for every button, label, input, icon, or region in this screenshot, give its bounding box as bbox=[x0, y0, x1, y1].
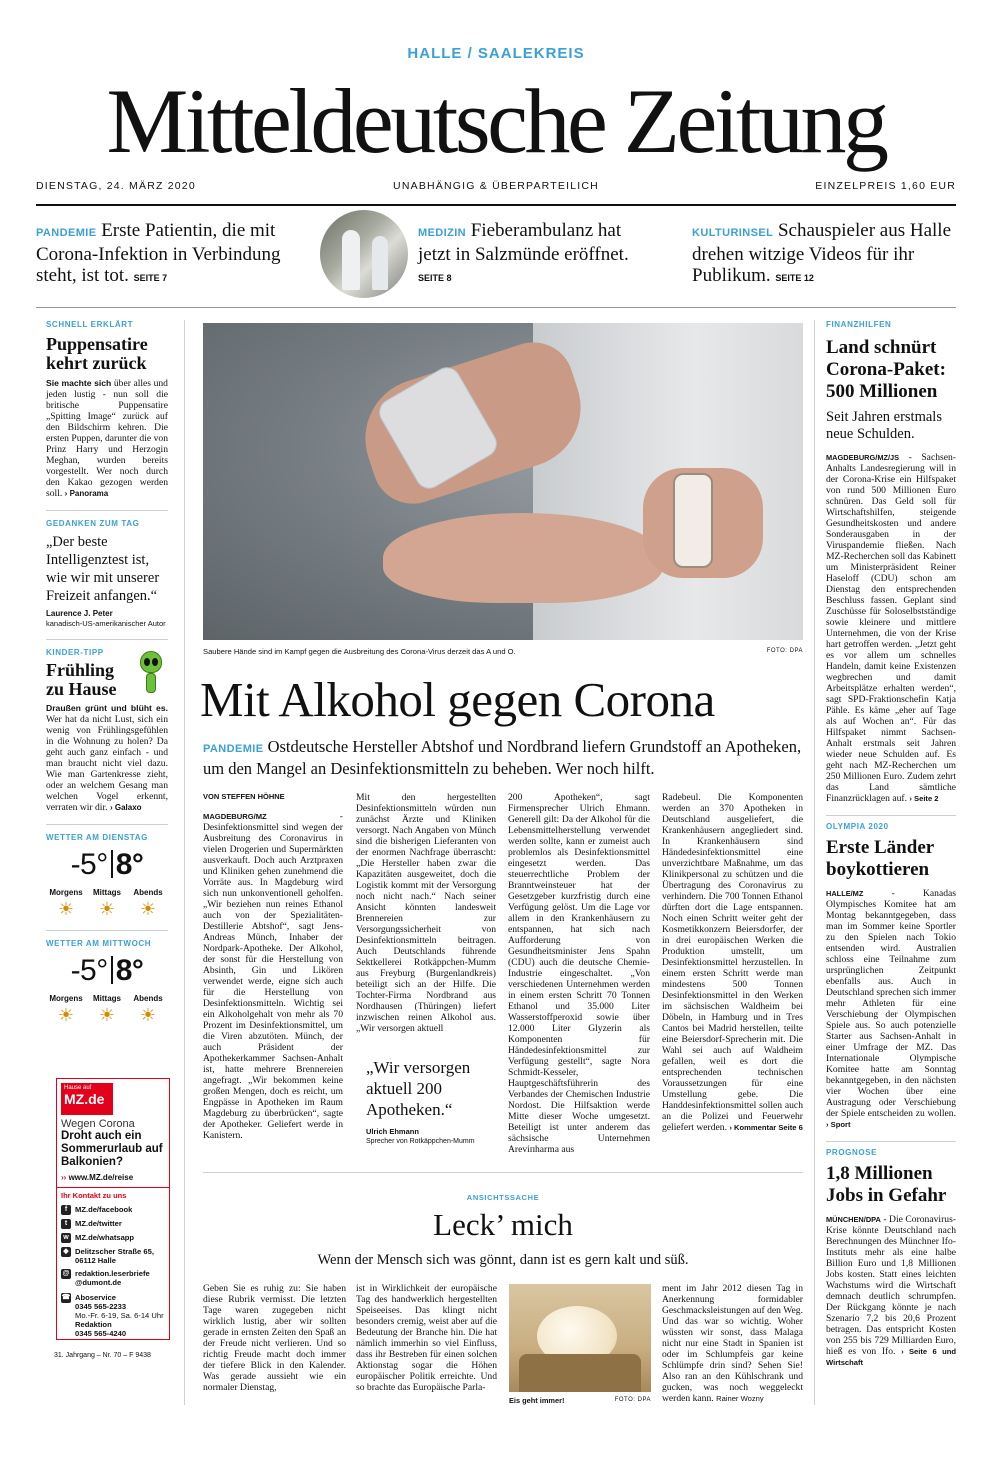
ansicht-photo-credit: FOTO: DPA bbox=[614, 1397, 651, 1403]
prognose-text: MÜNCHEN/DPA - Die Coronavirus-Krise könnte Deutschland nach Berechnungen des Münchner Ifo-Instituts mehr als eine halbe Billion Euro und 1,8 Millionen Jobs kosten. Statt eines leichten Wachstums wird die Wirtschaft demnach deutlich schrumpfen. Der Rückgang könnte je nach Szenario 7,2 bis 20,6 Prozent betragen. Das entspricht Kosten von 255 bis 729 Milliarden Euro, hieß es von Ifo. › Seite 6 und Wirtschaft bbox=[826, 1214, 956, 1367]
price: EINZELPREIS 1,60 EUR bbox=[815, 180, 956, 192]
teaser-medizin[interactable]: MEDIZIN Fieberambulanz hat jetzt in Salzmünde eröffnet. SEITE 8 bbox=[418, 220, 629, 283]
facebook-link[interactable]: f MZ.de/facebook bbox=[61, 1205, 165, 1215]
ansicht-col-1: Geben Sie es ruhig zu: Sie haben diese Rubrik vermisst. Die letzten Tage waren zugegeben nicht wirklich lustig, aber wir sollten gerade in ernsten Zeiten den Spaß an der Freude nicht verlieren. Und so richtig Freude macht doch immer der tiefere Blick in den Kalender. Was gerade aussieht wie ein normaler Dienstag, bbox=[203, 1283, 346, 1393]
region-label: HALLE / SAALEKREIS bbox=[407, 45, 585, 62]
prognose-kicker: PROGNOSE bbox=[826, 1148, 878, 1157]
finanz-text: MAGDEBURG/MZ/JS - Sachsen-Anhalts Landesregierung will in der Corona-Krise ein Hilfspaket von rund 500 Millionen Euro schnüren. Das Geld soll für Wirtschaftshilfen, steigende Gesundheitskosten und andere Sonderausgaben in der Viruspandemie fließen. Nach MZ-Recherchen soll das Kabinett um Ministerpräsident Reiner Haseloff (CDU) schon am Dienstag den entsprechenden Beschluss fassen. Geplant sind Zuschüsse für Soloselbstständige sowie kleinere und mittlere Unternehmen, die von der Krise hart getroffen werden. „Jetzt geht es vor allem um schnelles Handeln, damit keine Existenzen wegbrechen und damit Arbeitsplätze erhalten werden“, sagt SPD-Fraktionschefin Katja Pähle. Es käme „eher auf Tage als auf Wochen an“. Für das Hilfspaket nimmt Sachsen-Anhalt erstmals seit Jahren wieder neue Schulden auf. Es geht nach MZ-Recherchen um 250 Millionen Euro. Zudem zehrt das Land sämtliche Finanzrücklagen auf. › Seite 2 bbox=[826, 452, 956, 804]
prognose-headline: 1,8 Millionen Jobs in Gefahr bbox=[826, 1163, 947, 1206]
teaser-pandemie[interactable]: PANDEMIE Erste Patientin, die mit Corona-Infektion in Verbindung steht, ist tot. SEITE 7 bbox=[36, 220, 281, 286]
gedanken-kicker: GEDANKEN ZUM TAG bbox=[46, 519, 140, 528]
location-icon: ◆ bbox=[61, 1247, 71, 1257]
alien-mascot-icon bbox=[134, 651, 166, 695]
schnell-kicker: SCHNELL ERKLÄRT bbox=[46, 320, 134, 329]
schnell-headline: Puppensatire kehrt zurück bbox=[46, 334, 148, 373]
promo-link[interactable]: ›› www.MZ.de/reise bbox=[61, 1173, 134, 1182]
teaser-kulturinsel[interactable]: KULTURINSEL Schauspieler aus Halle drehen witzige Videos für ihr Publikum. SEITE 12 bbox=[692, 220, 952, 286]
phone-icon: ☎ bbox=[61, 1294, 71, 1301]
weather-tuesday-kicker: WETTER AM DIENSTAG bbox=[46, 833, 148, 842]
hand-sanitizer-photo bbox=[203, 323, 803, 640]
phone-abo: ☎ Aboservice 0345 565-2233 Mo.-Fr. 6-19, Sa. 6-14 Uhr Redaktion 0345 565-4240 bbox=[61, 1293, 164, 1338]
finanz-sub: Seit Jahren erstmals neue Schulden. bbox=[826, 409, 942, 442]
sun-icon: ☀ bbox=[57, 1005, 75, 1026]
twitter-icon: t bbox=[61, 1219, 71, 1229]
main-subhead: PANDEMIE Ostdeutsche Hersteller Abtshof und Nordbrand liefern Grundstoff an Apotheken, um den Mangel an Desinfektionsmitteln zu beheben. Wer noch hilft. bbox=[203, 737, 802, 778]
kinder-kicker: KINDER-TIPP bbox=[46, 648, 104, 657]
sun-icon: ☀ bbox=[98, 899, 116, 920]
twitter-link[interactable]: t MZ.de/twitter bbox=[61, 1219, 165, 1229]
motto: UNABHÄNGIG & ÜBERPARTEILICH bbox=[393, 180, 599, 192]
olympia-headline: Erste Länder boykottieren bbox=[826, 837, 934, 880]
sun-icon: ☀ bbox=[139, 899, 157, 920]
kinder-headline: Frühling zu Hause bbox=[46, 660, 117, 699]
weather-tuesday-temps: -5° 8° bbox=[70, 848, 144, 881]
ansicht-photo-caption: Eis geht immer! bbox=[509, 1396, 565, 1405]
weather-wednesday-kicker: WETTER AM MITTWOCH bbox=[46, 939, 152, 948]
main-headline: Mit Alkohol gegen Corona bbox=[200, 672, 715, 727]
finanz-kicker: FINANZHILFEN bbox=[826, 320, 892, 329]
ansicht-col-4: ment im Jahr 2012 diesen Tag in Anerkennung formidabler Geschmacksleistungen auf den Weg. Und das war so wichtig. Woher wüssten wir sonst, dass Malaga nicht nur eine Stadt in Spanien ist oder im Schlumpfeis gar keine Schlümpfe drin sind? Sehen Sie! Also ran an den Kühlschrank und gucken, was noch weggeleckt werden kann. Rainer Wozny bbox=[662, 1283, 803, 1404]
sun-icon: ☀ bbox=[57, 899, 75, 920]
left-column: SCHNELL ERKLÄRT Puppensatire kehrt zurück Sie machte sich über alles und jeden lustig - nun soll die britische Puppensatire „Spitting Image“ zurück auf den Bildschirm kehren. Die ersten Puppen, darunter die von Prinz Harry und Herzogin Meghan, wurden bereits vorgestellt. Wer noch durch den Kakao gezogen werden soll. › Panorama GEDANKEN ZUM TAG „Der beste Intelligenztest ist, wie wir mit unserer Freizeit anfangen.“ Laurence J. Peter kanadisch-US-amerikanischer Autor KINDER-TIPP Frühling zu Hause Draußen grünt und blüht es. Wer hat da nicht Lust, sich ein wenig von Frühlingsgefühlen in die Wohnung zu holen? Da geht auch ganz einfach - und man braucht nicht viel dazu. Wie man Gartenkresse zieht, oder an welchem Gesang man welchen Vogel erkennt, verraten wir dir. › Galaxo WETTER AM DIENSTAG -5° 8° Morgens Mittags Abends ☀ ☀ ☀ WETTER AM MITTWOCH -5° 8° Morgens Mittags Abends ☀ ☀ ☀ bbox=[46, 320, 168, 1026]
olympia-kicker: OLYMPIA 2020 bbox=[826, 822, 889, 831]
photo-credit: FOTO: DPA bbox=[766, 648, 803, 654]
teaser-photo[interactable] bbox=[320, 210, 408, 298]
weather-wednesday-temps: -5° 8° bbox=[70, 954, 144, 987]
gedanken-role: kanadisch-US-amerikanischer Autor bbox=[46, 619, 166, 628]
promo-box[interactable]: Hause auf MZ.de Wegen Corona Droht auch ein Sommerurlaub auf Balkonien? ›› www.MZ.de/reise Ihr Kontakt zu uns f MZ.de/facebook t MZ.de/twitter w MZ.de/whatsapp ◆ Delitzscher Straße 65, 06112 Halle @ redaktion.leserbriefe @dumont.de ☎ Aboservice 0345 565-2233 Mo.-Fr. 6-19, Sa. 6-14 Uhr Redaktion 0345 565-4240 bbox=[56, 1078, 170, 1340]
pull-quote: „Wir versorgen aktuell 200 Apotheken.“ Ulrich Ehmann Sprecher von Rotkäppchen-Mumm bbox=[366, 1058, 475, 1145]
photo-caption: Saubere Hände sind im Kampf gegen die Ausbreitung des Corona-Virus derzeit das A und O. bbox=[203, 647, 516, 656]
gedanken-quote: „Der beste Intelligenztest ist, wie wir mit unserer Freizeit anfangen.“ bbox=[46, 534, 160, 604]
article-col-3: 200 Apotheken“, sagt Firmensprecher Ulrich Ehmann. Generell gilt: Da der Alkohol für die Lebensmittelherstellung verwendet werden sollte, kann er zumeist auch problemlos als Desinfektionsmittel eingesetzt werden. Das steuerrechtliche Problem der Branntweinsteuer hat der Gesetzgeber kurzfristig durch eine Verfügung gelöst. Um die Lage vor allem in den Krankenhäusern zu entspannen, hat sich nach Aufforderung von Gesundheitsminister Jens Spahn (CDU) auch die deutsche Chemie-Industrie eingeschaltet. „Von verschiedenen Unternehmen werden in einem ersten Schritt 70 Tonnen Ethanol und 35.000 Liter Wasserstoffperoxid sowie über 12.000 Liter Glyzerin als Komponenten für Händedesinfektionsmittel zur Verfügung gestellt“, sagte Nora Schmidt-Kesseler, Hauptgeschäftsführerin des Verbandes der Chemischen Industrie Nordost. Die Hilfsaktion werde Mitte dieser Woche umgesetzt. Beteiligt ist unter anderem das sächsische Unternehmen Areviпharma aus bbox=[508, 792, 650, 1155]
newspaper-title: Mitteldeutsche Zeitung bbox=[106, 70, 886, 172]
gedanken-author: Laurence J. Peter bbox=[46, 609, 113, 618]
finanz-headline: Land schnürt Corona-Paket: 500 Millionen bbox=[826, 337, 946, 402]
ansicht-kicker: ANSICHTSSACHE bbox=[466, 1193, 540, 1202]
address: ◆ Delitzscher Straße 65, 06112 Halle bbox=[61, 1247, 165, 1265]
article-col-2: Mit den hergestellten Desinfektionsmitteln würden nun zunächst Ärzte und Kliniken versorgt. Nach Angaben von Münch sind die bisherigen Lieferanten von der enormen Nachfrage überrascht: „Die Hersteller haben zwar die Kapazitäten ausgeweitet, doch die Logistik kommt mit der Versorgung noch nicht nach.“ Nach seiner Ansicht könnten landesweit Brennereien zur Versorgungssicherheit von Desinfektionsmitteln beitragen. Auch Deutschlands führende Sektkellerei Rotkäppchen-Mumm aus Freyburg (Burgenlandkreis) beteiligt sich an der Hilfe. Die Tochter-Firma Nordbrand aus Nordhausen (Thüringen) liefert inzwischen reinen Alkohol aus. „Wir versorgen aktuell bbox=[356, 792, 496, 1034]
whatsapp-icon: w bbox=[61, 1233, 71, 1243]
sun-icon: ☀ bbox=[98, 1005, 116, 1026]
mail-icon: @ bbox=[62, 1270, 70, 1277]
sun-icon: ☀ bbox=[139, 1005, 157, 1026]
schnell-text: Sie machte sich über alles und jeden lustig - nun soll die britische Puppensatire „Spitting Image“ zurück auf den Bildschirm kehren. Die ersten Puppen, darunter die von Prinz Harry und Herzogin Meghan, wurden bereits vorgestellt. Wer noch durch den Kakao gezogen werden soll. › Panorama bbox=[46, 378, 168, 499]
issue-number: 31. Jahrgang – Nr. 70 – F 9438 bbox=[54, 1352, 151, 1359]
olympia-text: HALLE/MZ - Kanadas Olympisches Komitee hat am Montag bekanntgegeben, dass man im Sommer keine Sportler zu den Spielen nach Tokio entsenden wird. Australien schloss eine Teilnahme zum ursprünglichen Zeitpunkt ebenfalls aus. Auch in Deutschland sprechen sich immer mehr Athleten für eine Verschiebung der Olympischen Spiele aus. So auch potenzielle Starter aus Sachsen-Anhalt in einer Umfrage der MZ. Das Internationale Olympische Komitee hatte am Sonntag bekanntgegeben, in den nächsten vier Wochen über eine Austragung oder Verschiebung der Spiele entscheiden zu wollen. › Sport bbox=[826, 888, 956, 1129]
kinder-text: Draußen grünt und blüht es. Wer hat da nicht Lust, sich ein wenig von Frühlingsgefühlen in die Wohnung zu holen? Da geht auch ganz einfach - und man braucht nicht viel dazu. Wie man Gartenkresse zieht, oder an welchem Gesang man welchen Vogel erkennt, verraten wir dir. › Galaxo bbox=[46, 703, 168, 813]
facebook-icon: f bbox=[61, 1205, 71, 1215]
whatsapp-link[interactable]: w MZ.de/whatsapp bbox=[61, 1233, 165, 1243]
ansicht-headline: Leck’ mich bbox=[433, 1207, 573, 1242]
article-col-4: Radebeul. Die Komponenten werden an 370 Apotheken in Deutschland ausgeliefert, die Krankenhäusern angegliedert sind. In Krankenhäusern sind Händedesinfektionsmittel eine unverzichtbare Maßnahme, um das Klinikpersonal zu schützen und die Übertragung des Coronavirus zu verhindern. Die 700 Tonnen Ethanol dürften dort die Lage entspannen. Noch einen Schritt weiter geht der Kosmetikkonzern Beiersdorfer, der in drei europäischen Werken die Produktion umstellt, um Desinfektionsmittel herzustellen. In einem ersten Schritt werde man mindestens 500 Tonnen Desinfektionsmittel in den Werken im sächsischen Waldheim bei Döbeln, in Hamburg und in Tres Cantos bei Madrid herstellen, teilte eine Beiersdorf-Sprecherin mit. Die Wahl sei auch auf Waldheim gefallen, weil es dort die entsprechenden technischen Voraussetzungen für eine Umstellung gebe. Die Handdesinfektionsmittel sollen auch an die Polizei und Feuerwehr geliefert werden. › Kommentar Seite 6 bbox=[662, 792, 803, 1133]
ansicht-col-2: ist in Wirklichkeit der europäische Tag des handwerklich hergestellten Speiseeises. Das klingt nicht besonders cremig, weist aber auf die Bedeutung der Branche hin. Die hat nämlich immerhin so viel Einfluss, dass ihr Bestreben für einen solchen Aktionstag sogar die Höhen europäischer Politik erreichte. Und so brachte das Europäische Parla- bbox=[356, 1283, 497, 1393]
ice-cream-photo bbox=[509, 1284, 651, 1392]
issue-date: DIENSTAG, 24. MÄRZ 2020 bbox=[36, 180, 196, 192]
right-column bbox=[826, 320, 956, 1368]
ansicht-sub: Wenn der Mensch sich was gönnt, dann ist es gern kalt und süß. bbox=[317, 1252, 689, 1268]
mz-logo: Hause auf MZ.de bbox=[61, 1083, 113, 1115]
email-link[interactable]: @ redaktion.leserbriefe @dumont.de bbox=[62, 1269, 150, 1287]
article-col-1: VON STEFFEN HÖHNE MAGDEBURG/MZ - Desinfektionsmittel sind wegen der Ausbreitung des Coronavirus in vielen Drogerien und Supermärkten ausverkauft. Doch auch Arztpraxen und Kliniken gehen zunehmend die Vorräte aus. In Magdeburg wird sich nun unkonventionell geholfen. „Wir beziehen nun reines Ethanol auch von der Spezialitäten-Destillerie Abtshof“, sagt Jens-Andreas Münch, Inhaber der Nordpark-Apotheke. Der Alkohol, der sonst für die Herstellung von Absinth, Gin und Likören verwendet werde, eigne sich auch für die Herstellung von Desinfektionsmitteln. Wichtig sei ein Alkoholgehalt von mehr als 70 Prozent im Desinfektionsmittel, um die Viren abzutöten. Münch, der auch Präsident der Apothekerkammer Sachsen-Anhalt ist, hatte mehrere Brennereien angefragt. „Wir bekommen keine großen Mengen, doch es reicht, um Engpässe in Apotheken im Raum Magdeburg zu überbrücken“, sagte der Apotheker. Geliefert werde in Kanistern. bbox=[203, 792, 343, 1141]
